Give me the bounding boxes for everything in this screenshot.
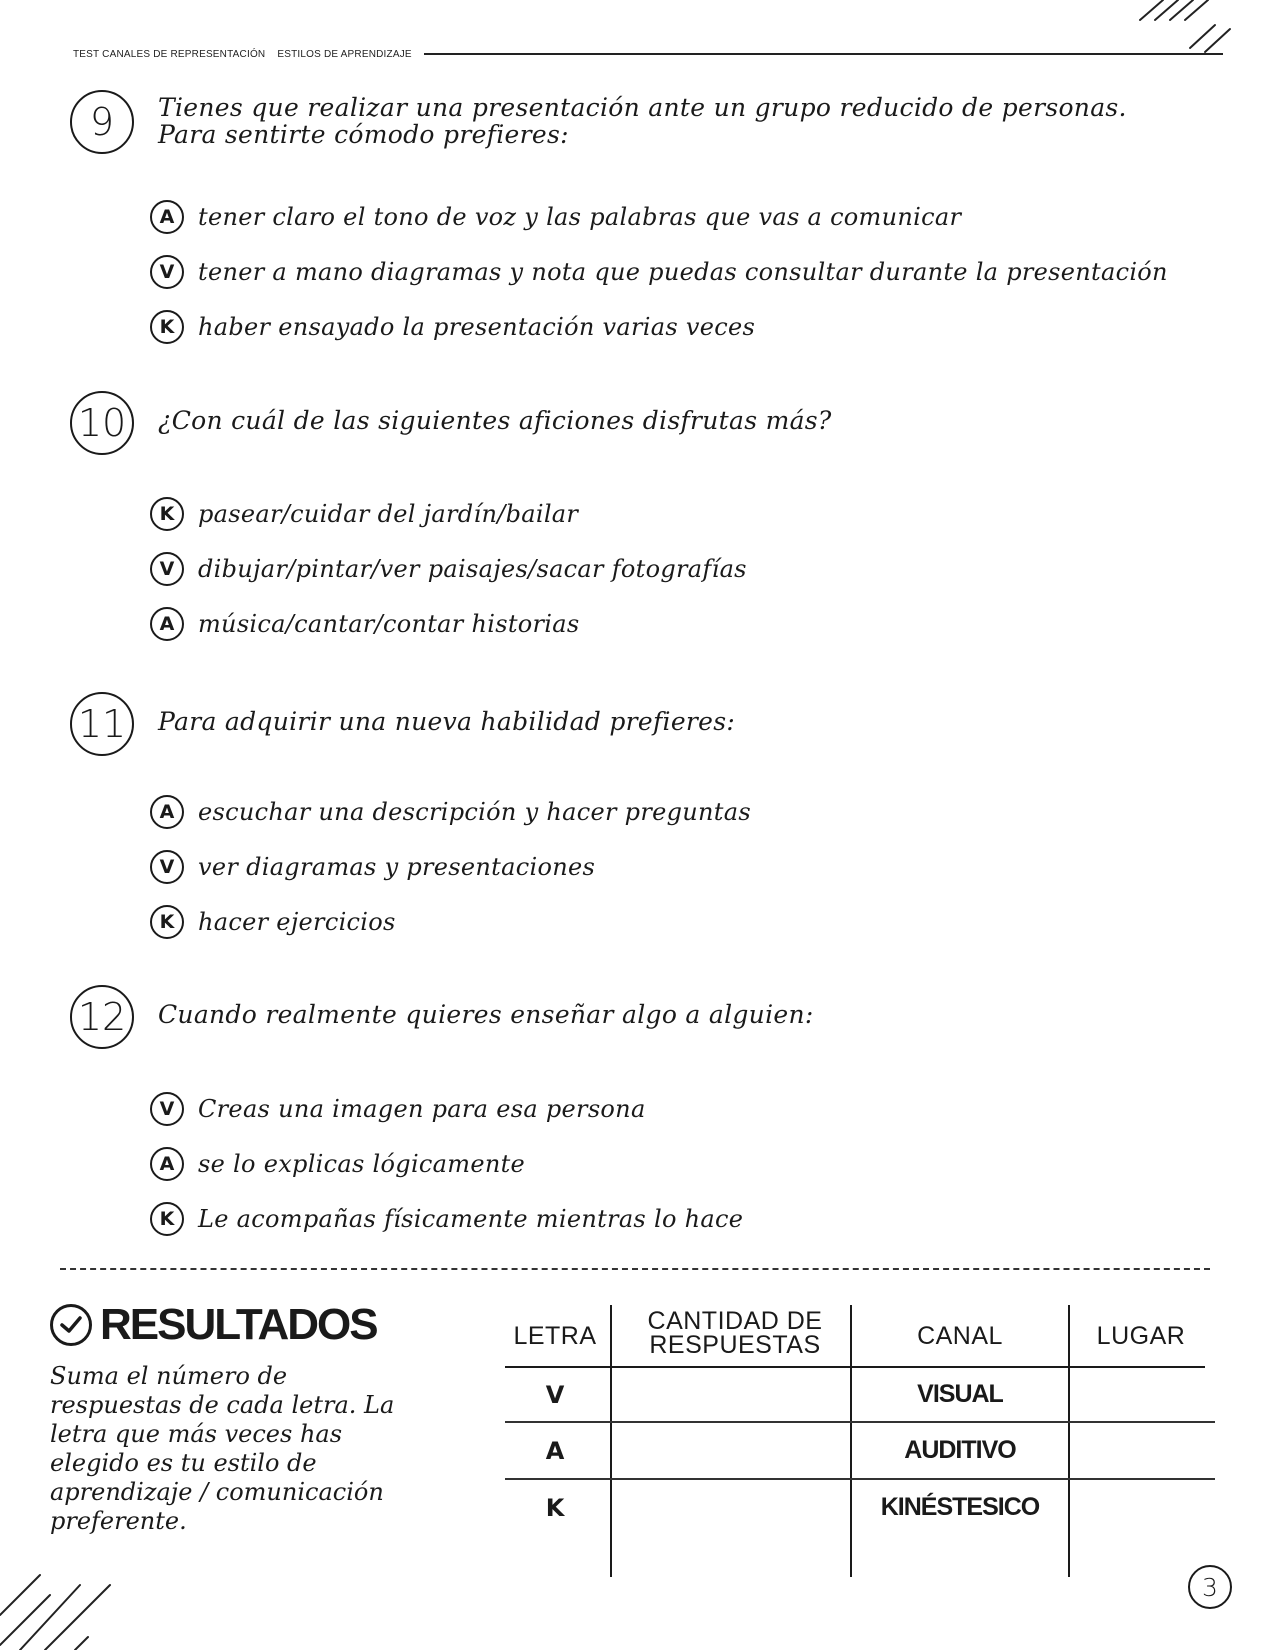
cell-lugar[interactable] (1070, 1368, 1212, 1421)
option-row[interactable] (150, 541, 747, 596)
option-row[interactable] (150, 299, 1168, 354)
page-header (73, 44, 1223, 64)
results-table (500, 1300, 1212, 1580)
decorative-slashes-top (1135, 0, 1275, 55)
cell-lugar[interactable] (1070, 1423, 1212, 1478)
cell-letra: A (545, 1436, 565, 1465)
option-letter-badge: V (150, 255, 184, 289)
cell-canal: VISUAL (917, 1380, 1003, 1408)
option-text: Le acompañas físicamente mientras lo hace (198, 1204, 744, 1233)
option-row[interactable] (150, 1136, 743, 1191)
option-text: se lo explicas lógicamente (198, 1149, 526, 1178)
option-letter-badge: K (150, 1202, 184, 1236)
option-letter-badge: A (150, 795, 184, 829)
option-text: Creas una imagen para esa persona (198, 1094, 646, 1123)
option-text: tener claro el tono de voz y las palabras que vas a comunicar (198, 202, 962, 231)
cell-canal: KINÉSTESICO (880, 1493, 1040, 1521)
options-q12 (150, 1081, 743, 1246)
option-text: haber ensayado la presentación varias veces (198, 312, 756, 341)
question-11 (70, 692, 1190, 756)
option-row[interactable] (150, 1081, 743, 1136)
decorative-slashes-bottom (0, 1565, 120, 1650)
option-letter-badge: V (150, 552, 184, 586)
option-letter-badge: V (150, 1092, 184, 1126)
cell-lugar[interactable] (1070, 1480, 1212, 1535)
option-text: hacer ejercicios (198, 907, 396, 936)
option-text: dibujar/pintar/ver paisajes/sacar fotografías (198, 554, 747, 583)
cell-cantidad[interactable] (612, 1368, 850, 1421)
cell-cantidad[interactable] (612, 1423, 850, 1478)
options-q10 (150, 486, 747, 651)
question-10 (70, 391, 1190, 455)
option-row[interactable] (150, 486, 747, 541)
results-title: RESULTADOS (100, 1300, 377, 1349)
option-letter-badge: K (150, 905, 184, 939)
header-rule (424, 53, 1223, 55)
option-row[interactable] (150, 1191, 743, 1246)
option-row[interactable] (150, 244, 1168, 299)
header-title: TEST CANALES DE REPRESENTACIÓN ESTILOS DE APRENDIZAJE (73, 48, 412, 60)
header-letra: LETRA (513, 1322, 597, 1350)
option-letter-badge: K (150, 310, 184, 344)
question-text: Para adquirir una nueva habilidad prefieres: (158, 707, 736, 736)
cell-canal: AUDITIVO (904, 1436, 1016, 1464)
question-number: 11 (70, 692, 134, 756)
header-canal: CANAL (917, 1322, 1003, 1350)
results-heading (50, 1300, 377, 1350)
cell-cantidad[interactable] (612, 1480, 850, 1535)
option-letter-badge: A (150, 1147, 184, 1181)
option-row[interactable] (150, 839, 751, 894)
option-text: música/cantar/contar historias (198, 609, 580, 638)
question-text: ¿Con cuál de las siguientes aficiones disfrutas más? (158, 406, 832, 435)
question-text: Cuando realmente quieres enseñar algo a alguien: (158, 1000, 814, 1029)
option-row[interactable] (150, 894, 751, 949)
option-text: escuchar una descripción y hacer preguntas (198, 797, 751, 826)
option-row[interactable] (150, 784, 751, 839)
question-number: 9 (70, 90, 134, 154)
option-text: ver diagramas y presentaciones (198, 852, 596, 881)
option-row[interactable] (150, 189, 1168, 244)
option-text: tener a mano diagramas y nota que puedas consultar durante la presentación (198, 257, 1168, 286)
question-9 (70, 90, 1190, 154)
page-number: 3 (1188, 1565, 1232, 1609)
cell-letra: V (545, 1380, 565, 1409)
option-row[interactable] (150, 596, 747, 651)
option-letter-badge: A (150, 200, 184, 234)
results-description: Suma el número de respuestas de cada letra. La letra que más veces has elegido es tu estilo de aprendizaje / comunicación preferente. (50, 1362, 395, 1535)
question-number: 10 (70, 391, 134, 455)
header-cantidad: CANTIDAD DE RESPUESTAS (647, 1307, 823, 1359)
option-letter-badge: A (150, 607, 184, 641)
question-12 (70, 985, 1190, 1049)
options-q11 (150, 784, 751, 949)
question-text: Tienes que realizar una presentación ante un grupo reducido de personas. Para sentirte cómodo prefieres: (158, 93, 1127, 149)
option-letter-badge: K (150, 497, 184, 531)
header-lugar: LUGAR (1096, 1322, 1186, 1350)
option-letter-badge: V (150, 850, 184, 884)
check-circle-icon (50, 1304, 92, 1346)
question-number: 12 (70, 985, 134, 1049)
option-text: pasear/cuidar del jardín/bailar (198, 499, 579, 528)
dashed-separator (60, 1268, 1210, 1270)
options-q9 (150, 189, 1168, 354)
cell-letra: K (545, 1493, 565, 1522)
